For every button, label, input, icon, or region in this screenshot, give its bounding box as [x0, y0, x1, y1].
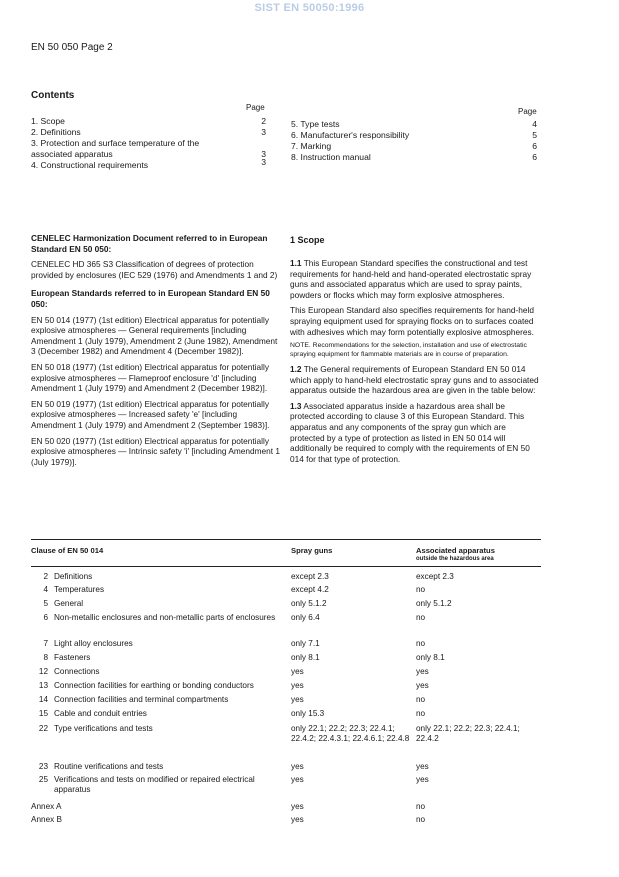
clause-title: Annex A: [31, 802, 62, 811]
spray-gun-requirement: yes: [291, 667, 304, 676]
table-row: [31, 724, 541, 762]
toc-entry[interactable]: [291, 130, 537, 141]
toc-entry-page: 3: [261, 157, 266, 167]
contents-title: Contents: [31, 90, 75, 101]
table-row: [31, 572, 541, 585]
clause-number: 13: [38, 681, 48, 690]
clause-title: Routine verifications and tests: [54, 762, 164, 771]
clause-number: 7: [43, 639, 48, 648]
toc-entry[interactable]: [31, 138, 266, 160]
associated-requirement: yes: [416, 681, 429, 690]
table-header-clause: Clause of EN 50 014: [31, 546, 104, 555]
standard-reference: EN 50 018 (1977) (1st edition) Electrical apparatus for potentially explosive atmospheres — Flameproof enclosure 'd' [including Amendment 1 (July 1979) and Amendment 2 (December 1982)].: [31, 361, 269, 394]
clause-title: Fasteners: [54, 653, 91, 662]
clause-title: Cable and conduit entries: [54, 709, 147, 718]
clause-number: 5: [43, 599, 48, 608]
toc-entry[interactable]: [31, 116, 266, 127]
standard-reference: EN 50 020 (1977) (1st edition) Electrical apparatus for potentially explosive atmospheres — Intrinsic safety 'i' [including Amendment 1 (July 1979)].: [31, 435, 280, 467]
spray-gun-requirement: only 6.4: [291, 613, 320, 622]
clause-title: Definitions: [54, 572, 93, 581]
contents-page-label-left: Page: [246, 103, 265, 112]
table-row: [31, 775, 541, 802]
references-column: [31, 233, 283, 472]
clause-number: 14: [38, 695, 48, 704]
toc-entry[interactable]: [31, 127, 266, 138]
clause-number: 15: [38, 709, 48, 718]
toc-entry[interactable]: [291, 152, 537, 163]
spray-gun-requirement: yes: [291, 775, 304, 784]
table-row: [31, 681, 541, 695]
clause-number: 1.1: [290, 258, 302, 268]
toc-entry-page: 6: [532, 141, 537, 151]
clause-title: General: [54, 599, 84, 608]
clause-title: Verifications and tests on modified or repaired electrical apparatus: [54, 775, 255, 794]
clause-title: Non-metallic enclosures and non-metallic parts of enclosures: [54, 613, 276, 622]
toc-entry-label: 1. Scope: [31, 116, 65, 126]
clause-number: 2: [43, 572, 48, 581]
standard-reference: EN 50 019 (1977) (1st edition) Electrical apparatus for potentially explosive atmospheres — Increased safety 'e' [including Amendment 1 (July 1979) and Amendment 2 (September 1983)].: [31, 398, 270, 430]
toc-entry-page: 4: [532, 119, 537, 129]
associated-requirement: no: [416, 802, 426, 811]
spray-gun-requirement: only 7.1: [291, 639, 320, 648]
scope-heading: 1 Scope: [290, 235, 325, 245]
scope-paragraph: [290, 258, 541, 300]
table-header-rule: [31, 566, 541, 567]
clause-number: 1.2: [290, 363, 302, 374]
toc-entry-page: 3: [261, 127, 266, 137]
clause-text: Associated apparatus inside a hazardous area shall be protected according to clause 3 of this European Standard. This apparatus and any components of the spray gun which are protected by a type of protection as listed in EN 50 014 will additionally be required to comply with the requirements of EN 50 014 for that type of protection.: [290, 400, 530, 464]
spray-gun-requirement: except 2.3: [291, 572, 329, 581]
table-row: [31, 709, 541, 724]
toc-entry-label: 4. Constructional requirements: [31, 160, 149, 170]
clause-table: [31, 572, 541, 828]
spray-gun-requirement: only 22.1; 22.2; 22.3; 22.4.1; 22.4.2; 22.4.3.1; 22.4.6.1; 22.4.8: [291, 724, 410, 743]
table-row: [31, 762, 541, 775]
clause-text: The General requirements of European Standard EN 50 014 which apply to hand-held electrostatic spray guns and to associated apparatus outside the hazardous area are given in the table below:: [290, 363, 539, 396]
clause-number: 23: [38, 762, 48, 771]
watermark: SIST EN 50050:1996: [254, 2, 365, 14]
contents-page-label-right: Page: [518, 107, 537, 116]
scope-paragraph: [290, 364, 541, 396]
table-header-associated: Associated apparatus: [416, 546, 495, 555]
toc-entry-label: 2. Definitions: [31, 127, 81, 137]
table-row: [31, 585, 541, 599]
toc-entry[interactable]: [31, 157, 266, 171]
clause-title: Connections: [54, 667, 100, 676]
clause-number: 12: [38, 667, 48, 676]
table-header-associated-sub: outside the hazardous area: [416, 556, 494, 562]
standard-reference: EN 50 014 (1977) (1st edition) Electrical apparatus for potentially explosive atmospheres — General requirements [including Amendment 1 (July 1979), Amendment 2 (June 1982), Amendment 3 (December 1982) and Amendment 4 (December 1982)].: [31, 314, 278, 357]
clause-title: Connection facilities and terminal compartments: [54, 695, 229, 704]
associated-requirement: only 22.1; 22.2; 22.3; 22.4.1; 22.4.2: [416, 724, 520, 743]
table-row: [31, 613, 541, 639]
table-row: [31, 695, 541, 709]
spray-gun-requirement: except 4.2: [291, 585, 329, 594]
table-row: [31, 639, 541, 653]
spray-gun-requirement: yes: [291, 815, 304, 824]
standards-heading: European Standards referred to in European Standard EN 50 050:: [31, 288, 270, 309]
spray-gun-requirement: only 5.1.2: [291, 599, 327, 608]
toc-entry-page: 2: [261, 116, 266, 126]
table-row: [31, 667, 541, 681]
clause-number: 25: [38, 775, 48, 784]
toc-entry-label: 5. Type tests: [291, 119, 340, 129]
scope-paragraph: This European Standard also specifies requirements for hand-held spraying equipment used for spraying flocks on to surfaces coated with adhesives which may form potentially explosive atmospheres.: [290, 305, 534, 337]
spray-gun-requirement: only 15.3: [291, 709, 325, 718]
scope-column: [290, 235, 541, 469]
spray-gun-requirement: yes: [291, 695, 304, 704]
table-row: [31, 802, 541, 815]
toc-left: [31, 116, 266, 171]
spray-gun-requirement: only 8.1: [291, 653, 320, 662]
clause-title: Type verifications and tests: [54, 724, 153, 733]
harmonization-heading: CENELEC Harmonization Document referred to in European Standard EN 50 050:: [31, 233, 268, 254]
table-top-rule: [31, 539, 541, 540]
spray-gun-requirement: yes: [291, 762, 304, 771]
clause-text: This European Standard specifies the constructional and test requirements for hand-held and hand-operated electrostatic spray guns and associated apparatus which are used to spray paints, powders or flocks which may form explosive atmospheres.: [290, 258, 532, 300]
spray-gun-requirement: yes: [291, 802, 304, 811]
associated-requirement: except 2.3: [416, 572, 454, 581]
scope-note: NOTE. Recommendations for the selection, installation and use of electrostatic spraying equipment for flammable materials are in course of preparation.: [290, 342, 527, 358]
scope-paragraph: [290, 401, 541, 465]
harmonization-text: CENELEC HD 365 S3 Classification of degrees of protection provided by enclosures (IEC 529 (1976) and Amendments 1 and 2): [31, 259, 278, 280]
toc-entry-label: 7. Marking: [291, 141, 332, 151]
clause-title: Light alloy enclosures: [54, 639, 133, 648]
associated-requirement: no: [416, 613, 426, 622]
clause-number: 4: [43, 585, 48, 594]
toc-entry[interactable]: [291, 141, 537, 152]
toc-right: [291, 119, 537, 163]
toc-entry[interactable]: [291, 119, 537, 130]
table-row: [31, 599, 541, 613]
clause-title: Annex B: [31, 815, 62, 824]
associated-requirement: only 5.1.2: [416, 599, 452, 608]
toc-entry-label: 8. Instruction manual: [291, 152, 371, 162]
spray-gun-requirement: yes: [291, 681, 304, 690]
associated-requirement: yes: [416, 775, 429, 784]
clause-number: 8: [43, 653, 48, 662]
table-row: [31, 815, 541, 828]
toc-entry-page: 6: [532, 152, 537, 162]
page-header: EN 50 050 Page 2: [31, 42, 113, 53]
clause-number: 1.3: [290, 400, 302, 411]
associated-requirement: only 8.1: [416, 653, 445, 662]
toc-entry-page: 5: [532, 130, 537, 140]
clause-number: 6: [43, 613, 48, 622]
associated-requirement: yes: [416, 667, 429, 676]
table-row: [31, 653, 541, 667]
associated-requirement: no: [416, 709, 426, 718]
toc-entry-page: 3: [261, 149, 266, 159]
clause-number: 22: [38, 724, 48, 733]
associated-requirement: no: [416, 639, 426, 648]
toc-entry-label: 6. Manufacturer's responsibility: [291, 130, 410, 140]
associated-requirement: no: [416, 695, 426, 704]
clause-title: Temperatures: [54, 585, 105, 594]
associated-requirement: no: [416, 815, 426, 824]
associated-requirement: yes: [416, 762, 429, 771]
associated-requirement: no: [416, 585, 426, 594]
toc-entry-label: 3. Protection and surface temperature of the associated apparatus: [31, 138, 200, 159]
clause-title: Connection facilities for earthing or bonding conductors: [54, 681, 254, 690]
table-header-spray-guns: Spray guns: [291, 546, 333, 555]
